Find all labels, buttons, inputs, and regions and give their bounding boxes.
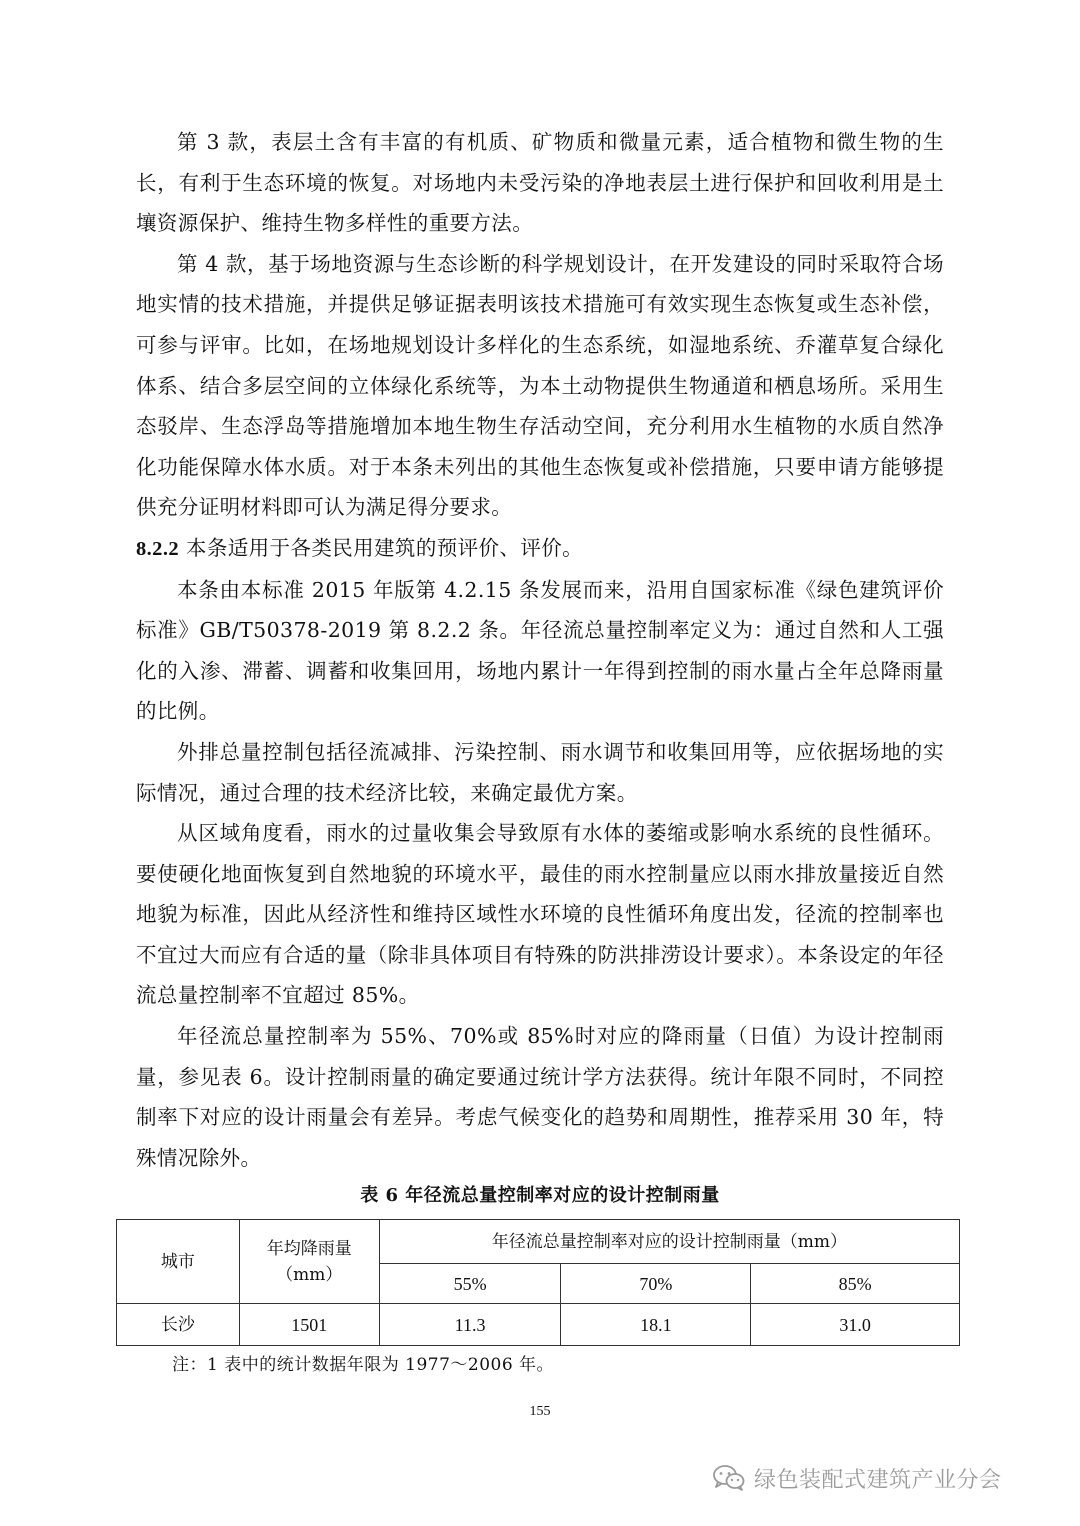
clause-scope-text: 本条适用于各类民用建筑的预评价、评价。 (179, 535, 584, 560)
paragraph-clause-3: 第 3 款，表层土含有丰富的有机质、矿物质和微量元素，适合植物和微生物的生长，有利于生态环境的恢复。对场地内未受污染的净地表层土进行保护和回收利用是土壤资源保护、维持生物多样性的重要方法。 (136, 130, 944, 236)
cell-value-85: 31.0 (751, 1304, 960, 1346)
header-rate-55: 55% (379, 1264, 561, 1304)
header-rate-85: 85% (751, 1264, 960, 1304)
table-row (117, 1304, 960, 1346)
watermark-text: 绿色装配式建筑产业分会 (754, 1467, 1002, 1493)
header-rate-70: 70% (561, 1264, 751, 1304)
cell-value-70: 18.1 (561, 1304, 751, 1346)
clause-heading (136, 528, 944, 570)
header-annual-rainfall (239, 1220, 379, 1304)
header-city: 城市 (117, 1220, 240, 1304)
header-annual-rainfall-line2: （mm） (276, 1264, 343, 1285)
paragraph-regional: 从区域角度看，雨水的过量收集会导致原有水体的萎缩或影响水系统的良性循环。要使硬化地面恢复到自然地貌的环境水平，最佳的雨水控制量应以雨水排放量接近自然地貌为标准，因此从经济性和维持区域性水环境的良性循环角度出发，径流的控制率也不宜过大而应有合适的量（除非具体项目有特殊的防洪排涝设计要求）。本条设定的年径流总量控制率不宜超过 85%。 (136, 821, 944, 1008)
clause-number: 8.2.2 (136, 537, 179, 560)
table-note: 注：1 表中的统计数据年限为 1977～2006 年。 (172, 1355, 555, 1375)
body-text (136, 122, 944, 1178)
page-number: 155 (529, 1404, 551, 1419)
paragraph-total-control: 外排总量控制包括径流减排、污染控制、雨水调节和收集回用等，应依据场地的实际情况，通过合理的技术经济比较，来确定最优方案。 (136, 739, 944, 805)
paragraph-origin: 本条由本标准 2015 年版第 4.2.15 条发展而来，沿用自国家标准《绿色建筑评价标准》GB/T50378-2019 第 8.2.2 条。年径流总量控制率定义为：通过自然和人工强化的入渗、滞蓄、调蓄和收集回用，场地内累计一年得到控制的雨水量占全年总降雨量的比例。 (136, 577, 944, 724)
cell-city: 长沙 (117, 1304, 240, 1346)
header-annual-rainfall-line1: 年均降雨量 (266, 1238, 352, 1259)
paragraph-design-rainfall: 年径流总量控制率为 55%、70%或 85%时对应的降雨量（日值）为设计控制雨量，参见表 6。设计控制雨量的确定要通过统计学方法获得。统计年限不同时，不同控制率下对应的设计雨量会有差异。考虑气候变化的趋势和周期性，推荐采用 30 年，特殊情况除外。 (136, 1024, 944, 1170)
table-caption: 表 6 年径流总量控制率对应的设计控制雨量 (360, 1185, 720, 1206)
wechat-icon (712, 1464, 746, 1492)
cell-annual-rainfall: 1501 (239, 1304, 379, 1346)
cell-value-55: 11.3 (379, 1304, 561, 1346)
paragraph-clause-4: 第 4 款，基于场地资源与生态诊断的科学规划设计，在开发建设的同时采取符合场地实情的技术措施，并提供足够证据表明该技术措施可有效实现生态恢复或生态补偿，可参与评审。比如，在场地规划设计多样化的生态系统，如湿地系统、乔灌草复合绿化体系、结合多层空间的立体绿化系统等，为本土动物提供生物通道和栖息场所。采用生态驳岸、生态浮岛等措施增加本地生物生存活动空间，充分利用水生植物的水质自然净化功能保障水体水质。对于本条未列出的其他生态恢复或补偿措施，只要申请方能够提供充分证明材料即可认为满足得分要求。 (136, 251, 944, 520)
rainfall-table (116, 1219, 960, 1346)
header-design-rainfall: 年径流总量控制率对应的设计控制雨量（mm） (379, 1220, 959, 1264)
watermark (712, 1458, 1002, 1498)
